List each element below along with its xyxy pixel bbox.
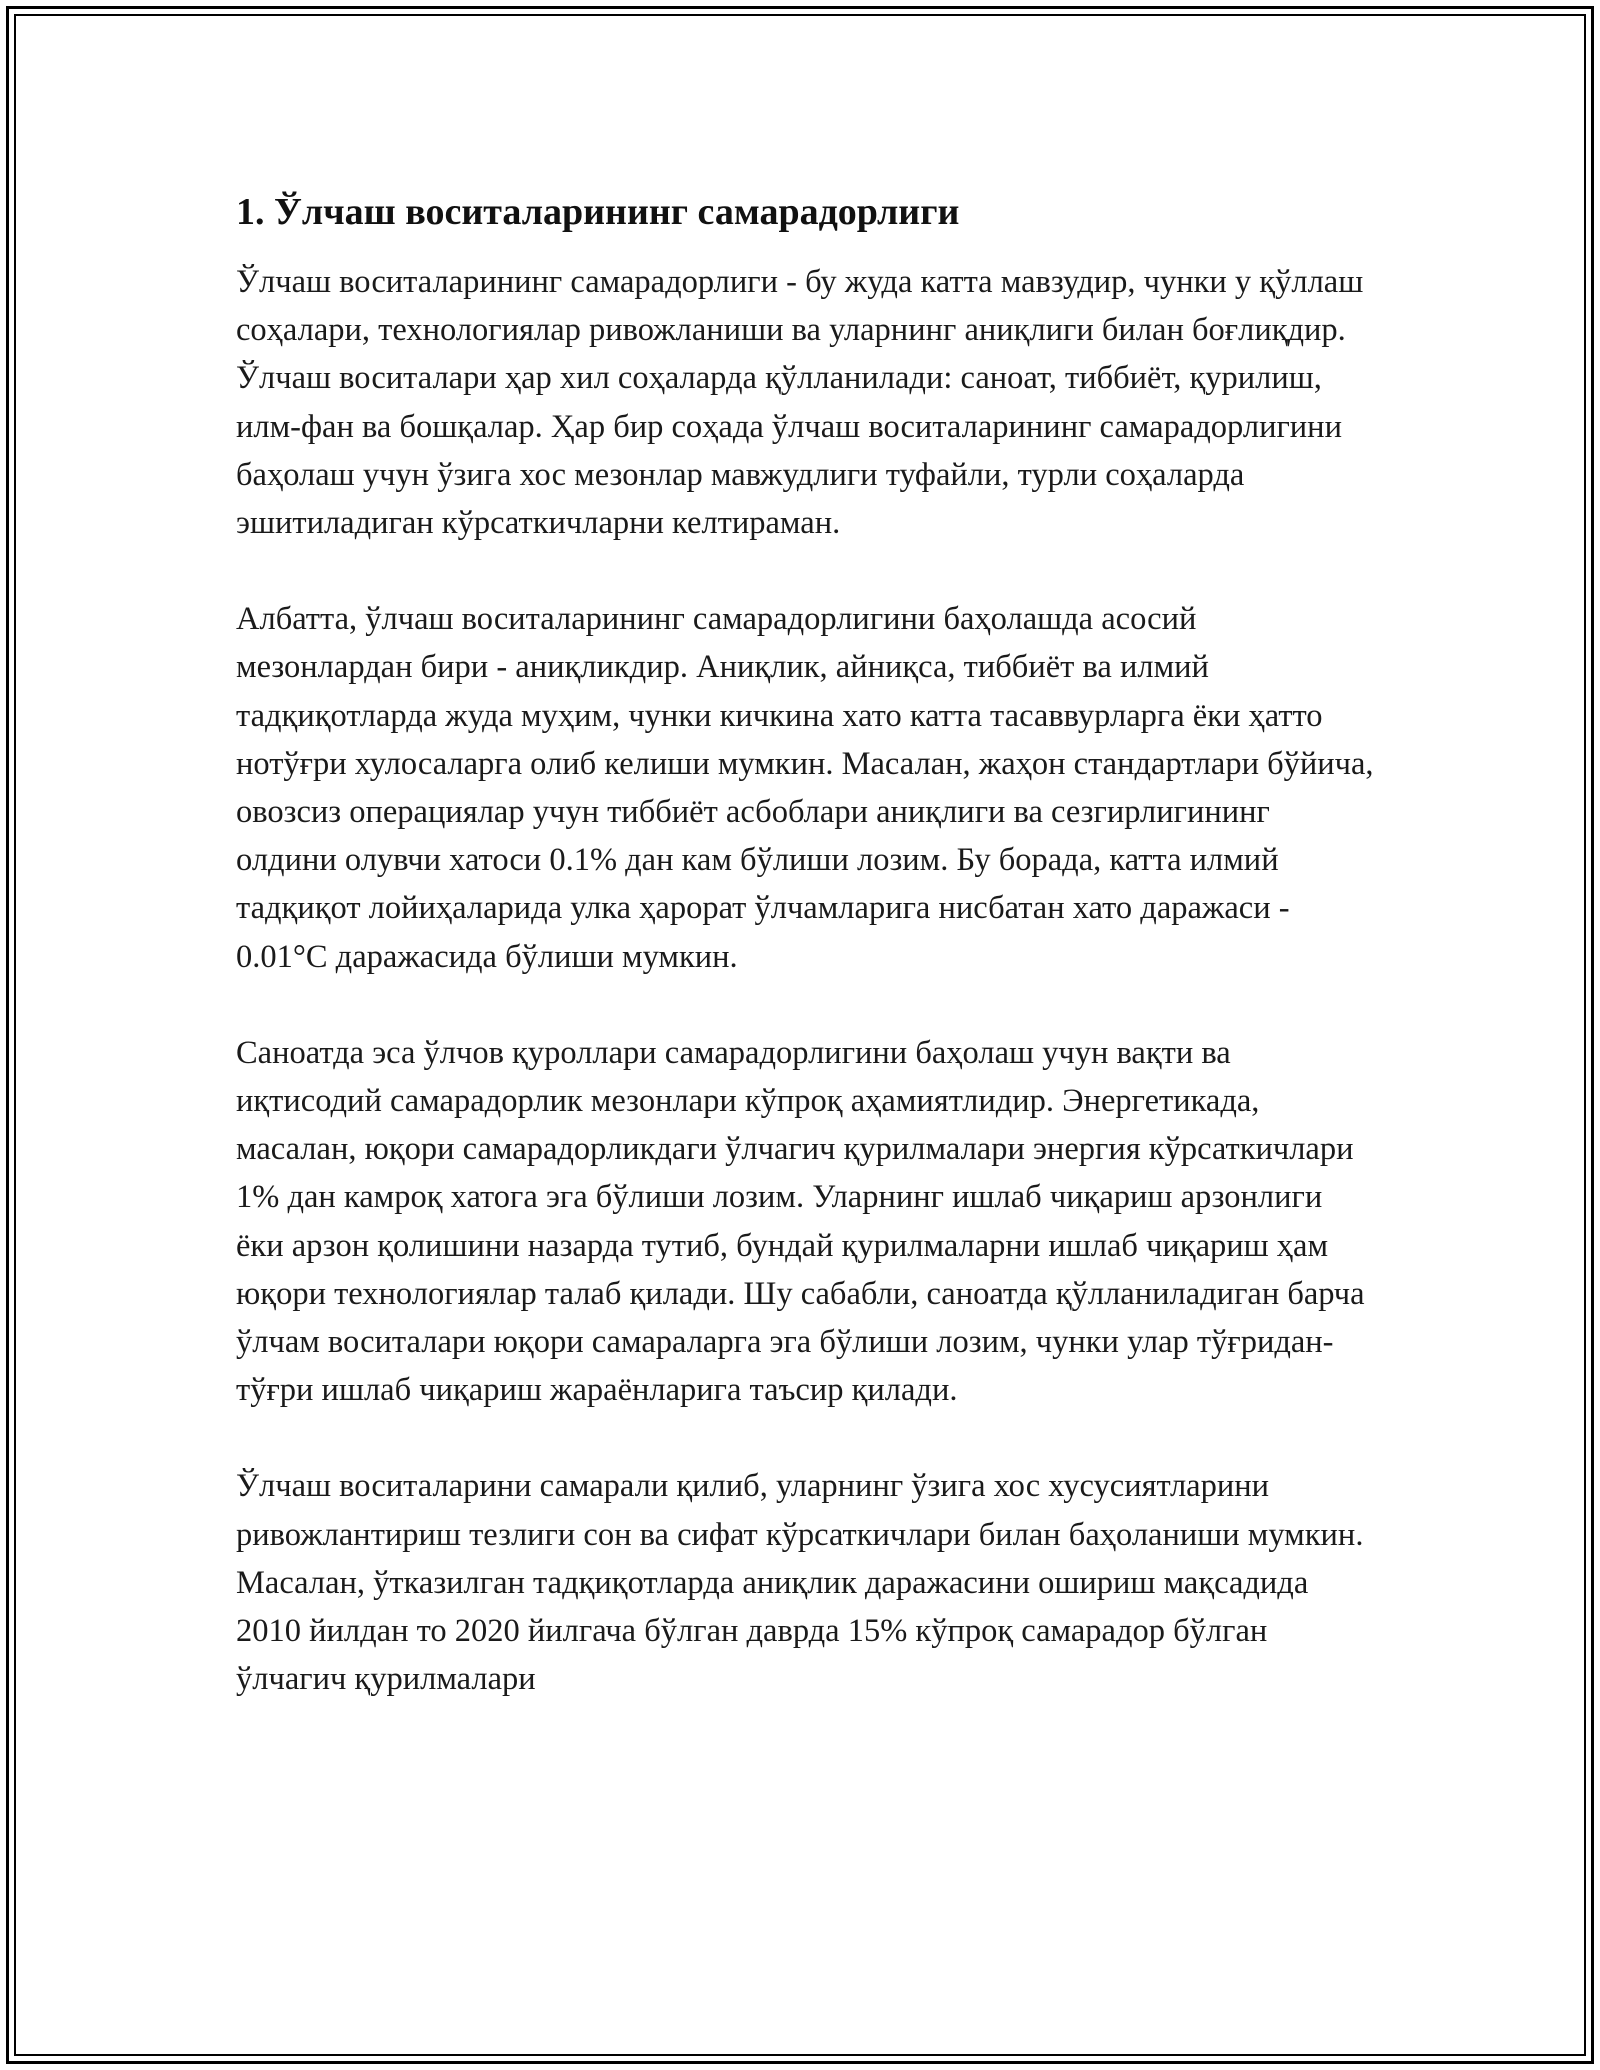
paragraph-development: Ўлчаш воситаларини самарали қилиб, уларнинг ўзига хос хусусиятларини ривожлантириш тезлиги сон ва сифат кўрсаткичлари билан баҳоланиши мумкин. Масалан, ўтказилган тадқиқотларда аниқлик даражасини ошириш мақсадида 2010 йилдан то 2020 йилгача бўлган даврда 15% кўпроқ самарадор бўлган ўлчагич қурилмалари [236, 1468, 1364, 1698]
paragraph-intro: Ўлчаш воситаларининг самарадорлиги - бу жуда катта мавзудир, чунки у қўллаш соҳалари, технологиялар ривожланиши ва уларнинг аниқлиги билан боғлиқдир. Ўлчаш воситалари ҳар хил соҳаларда қўлланилади: саноат, тиббиёт, қурилиш, илм-фан ва бошқалар. Ҳар бир соҳада ўлчаш воситаларининг самарадорлигини баҳолаш учун ўзига хос мезонлар мавжудлиги туфайли, турли соҳаларда эшитиладиган кўрсаткичларни келтираман. [236, 264, 1364, 542]
paragraph-accuracy: Албатта, ўлчаш воситаларининг самарадорлигини баҳолашда асосий мезонлардан бири - аниқликдир. Аниқлик, айниқса, тиббиёт ва илмий тадқиқотларда жуда муҳим, чунки кичкина хато катта тасаввурларга ёки ҳатто нотўғри хулосаларга олиб келиши мумкин. Масалан, жаҳон стандартлари бўйича, овозсиз операциялар учун тиббиёт асбоблари аниқлиги ва сезгирлигининг олдини олувчи хатоси 0.1% дан кам бўлиши лозим. Бу борада, катта илмий тадқиқот лойиҳаларида улка ҳарорат ўлчамларига нисбатан хато даражаси - 0.01°C даражасида бўлиши мумкин. [236, 601, 1374, 975]
paragraph-industry: Саноатда эса ўлчов қуроллари самарадорлигини баҳолаш учун вақти ва иқтисодий самарадорлик мезонлари кўпроқ аҳамиятлидир. Энергетикада, масалан, юқори самарадорликдаги ўлчагич қурилмалари энергия кўрсаткичлари 1% дан камроқ хатога эга бўлиши лозим. Уларнинг ишлаб чиқариш арзонлиги ёки арзон қолишини назарда тутиб, бундай қурилмаларни ишлаб чиқариш ҳам юқори технологиялар талаб қилади. Шу сабабли, саноатда қўлланиладиган барча ўлчам воситалари юқори самараларга эга бўлиши лозим, чунки улар тўғридан-тўғри ишлаб чиқариш жараёнларига таъсир қилади. [236, 1034, 1365, 1409]
section-heading: 1. Ўлчаш воситаларининг самарадорлиги [236, 191, 960, 233]
document-body [236, 186, 1376, 1703]
